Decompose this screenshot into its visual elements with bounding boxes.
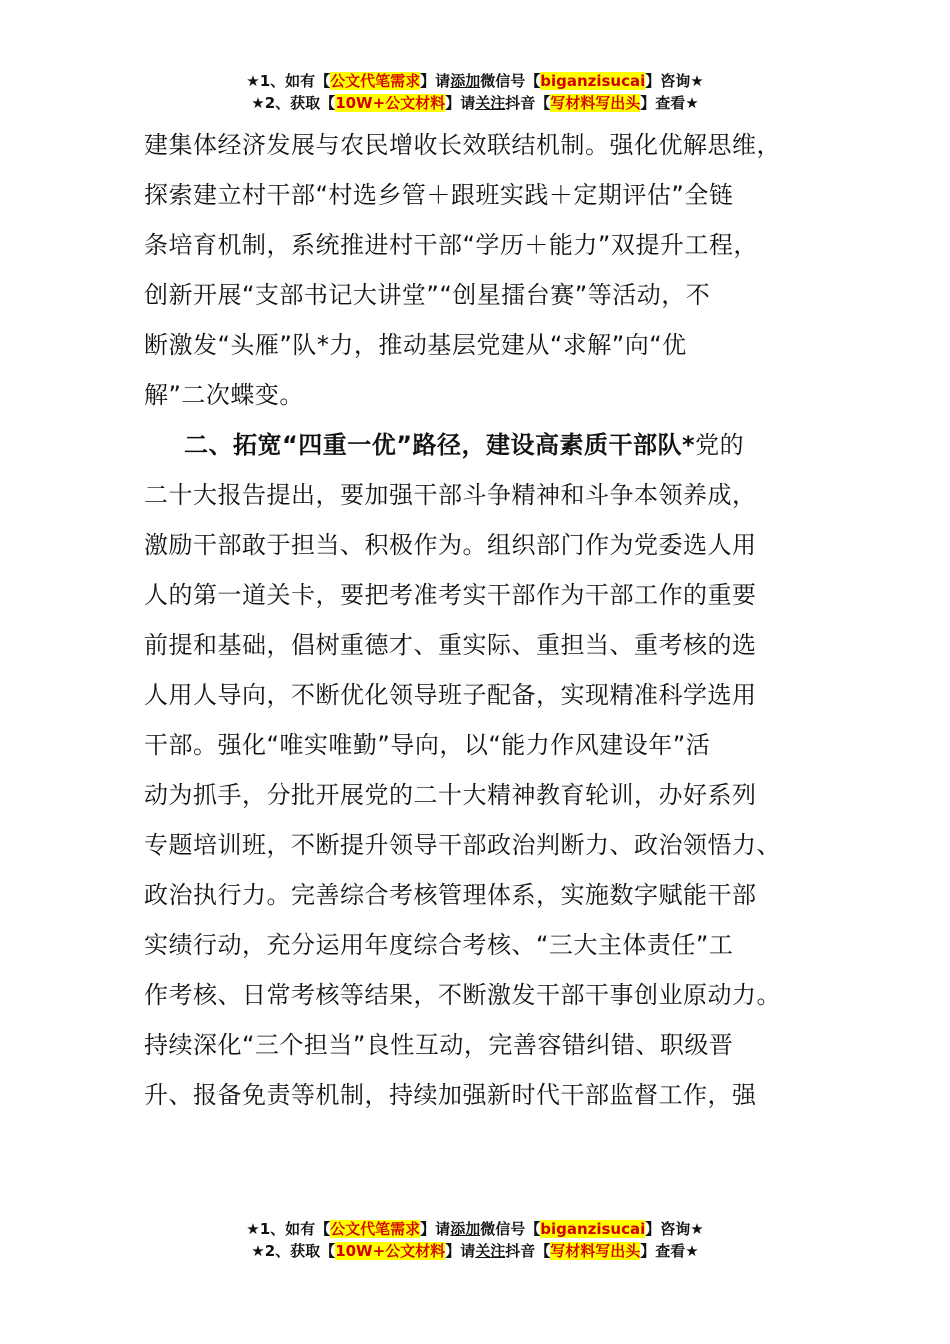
text-line: 探索建立村干部“村选乡管＋跟班实践＋定期评估”全链 (144, 181, 734, 209)
banner-text: ★1、如有【 (246, 1220, 331, 1238)
highlight-wechat-id: biganzisucai (540, 72, 646, 90)
banner-text: ★2、获取【 (251, 1242, 336, 1260)
banner-text: 】请 (420, 72, 451, 90)
banner-text: 】请 (445, 94, 476, 112)
banner-line-2 (0, 1240, 950, 1262)
highlight-materials: 10W+公文材料 (335, 1242, 446, 1260)
banner-line-2 (0, 92, 950, 114)
highlight-douyin-account: 写材料写出头 (550, 94, 641, 112)
text-line: 动为抓手，分批开展党的二十大精神教育轮训，办好系列 (144, 781, 757, 809)
text-line: 前提和基础，倡树重德才、重实际、重担当、重考核的选 (144, 631, 757, 659)
banner-line-1 (0, 70, 950, 92)
banner-text: ★1、如有【 (246, 72, 331, 90)
section-heading: 二、拓宽“四重一优”路径，建设高素质干部队* (184, 431, 696, 459)
text-line: 作考核、日常考核等结果，不断激发干部干事创业原动力。 (144, 981, 781, 1009)
text-line: 持续深化“三个担当”良性互动，完善容错纠错、职级晋 (144, 1031, 734, 1059)
banner-text: 抖音【 (505, 1242, 551, 1260)
header-banner (0, 70, 950, 114)
banner-text: 】查看★ (640, 1242, 699, 1260)
text-line: 专题培训班，不断提升领导干部政治判断力、政治领悟力、 (144, 831, 781, 859)
banner-emphasis: 关注 (475, 1242, 506, 1260)
banner-text: 微信号【 (480, 72, 541, 90)
footer-banner (0, 1218, 950, 1262)
text-line: 实绩行动，充分运用年度综合考核、“三大主体责任”工 (144, 931, 734, 959)
highlight-wechat-id: biganzisucai (540, 1220, 646, 1238)
heading-tail-text: 党的 (695, 431, 745, 459)
banner-text: 】咨询★ (645, 72, 704, 90)
text-line: 人用人导向，不断优化领导班子配备，实现精准科学选用 (144, 681, 757, 709)
text-line: 升、报备免责等机制，持续加强新时代干部监督工作，强 (144, 1081, 757, 1109)
text-line: 创新开展“支部书记大讲堂”“创星擂台赛”等活动，不 (144, 281, 711, 309)
banner-text: 】查看★ (640, 94, 699, 112)
banner-text: 】请 (445, 1242, 476, 1260)
banner-text: ★2、获取【 (251, 94, 336, 112)
highlight-service: 公文代笔需求 (330, 72, 421, 90)
highlight-materials: 10W+公文材料 (335, 94, 446, 112)
banner-text: 微信号【 (480, 1220, 541, 1238)
text-line: 条培育机制，系统推进村干部“学历＋能力”双提升工程， (144, 231, 758, 259)
text-line: 断激发“头雁”队*力，推动基层党建从“求解”向“优 (144, 331, 687, 359)
text-line: 干部。强化“唯实唯勤”导向，以“能力作风建设年”活 (144, 731, 711, 759)
section-heading-line (144, 420, 824, 470)
banner-text: 】咨询★ (645, 1220, 704, 1238)
banner-text: 】请 (420, 1220, 451, 1238)
highlight-douyin-account: 写材料写出头 (550, 1242, 641, 1260)
text-line: 激励干部敢于担当、积极作为。组织部门作为党委选人用 (144, 531, 757, 559)
text-line: 二十大报告提出，要加强干部斗争精神和斗争本领养成， (144, 481, 757, 509)
highlight-service: 公文代笔需求 (330, 1220, 421, 1238)
banner-emphasis: 关注 (475, 94, 506, 112)
text-line: 人的第一道关卡，要把考准考实干部作为干部工作的重要 (144, 581, 757, 609)
banner-text: 抖音【 (505, 94, 551, 112)
text-line: 解”二次蝶变。 (144, 381, 304, 409)
document-body (144, 120, 824, 1120)
banner-emphasis: 添加 (450, 1220, 481, 1238)
banner-emphasis: 添加 (450, 72, 481, 90)
text-line: 政治执行力。完善综合考核管理体系，实施数字赋能干部 (144, 881, 757, 909)
banner-line-1 (0, 1218, 950, 1240)
text-line: 建集体经济发展与农民增收长效联结机制。强化优解思维， (144, 131, 781, 159)
